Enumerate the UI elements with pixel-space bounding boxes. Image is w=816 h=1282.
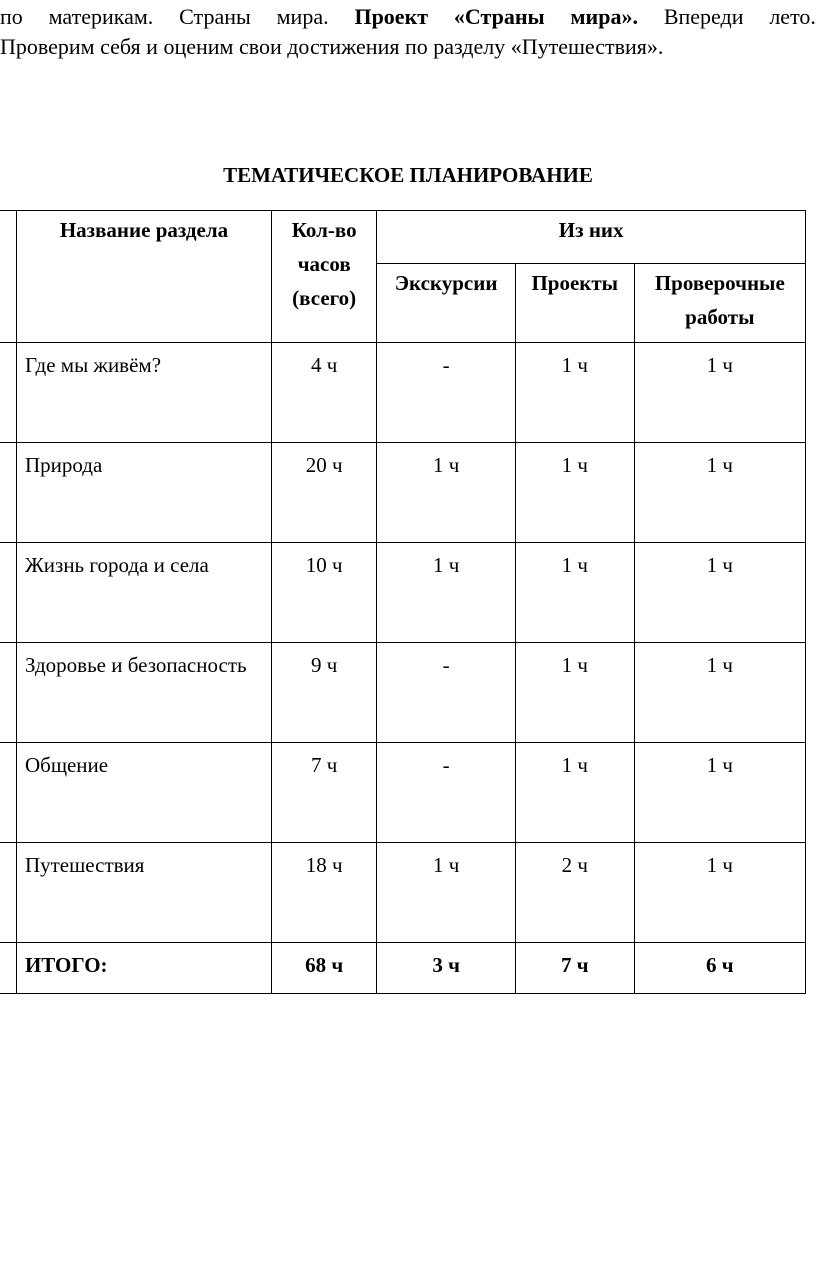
total-tests: 6 ч <box>634 943 805 994</box>
total-label: ИТОГО: <box>16 943 271 994</box>
row-number-cell <box>0 343 16 443</box>
intro-word: Страны <box>179 4 251 29</box>
intro-word: по <box>0 4 23 29</box>
header-excursions: Экскурсии <box>377 264 516 343</box>
row-tests: 1 ч <box>634 643 805 743</box>
header-projects: Проекты <box>515 264 634 343</box>
table-row <box>0 343 806 443</box>
row-hours: 4 ч <box>272 343 377 443</box>
row-excursions: 1 ч <box>377 443 516 543</box>
row-number-cell <box>0 443 16 543</box>
row-tests: 1 ч <box>634 843 805 943</box>
table-row <box>0 643 806 743</box>
row-projects: 1 ч <box>515 343 634 443</box>
row-excursions: - <box>377 643 516 743</box>
row-projects: 1 ч <box>515 643 634 743</box>
table-total-row <box>0 943 806 994</box>
intro-word: Проект <box>354 4 429 29</box>
table-row <box>0 843 806 943</box>
row-section-name: Общение <box>16 743 271 843</box>
table-header-row-1 <box>0 211 806 264</box>
header-number <box>0 211 16 343</box>
page-title: ТЕМАТИЧЕСКОЕ ПЛАНИРОВАНИЕ <box>223 163 593 187</box>
row-hours: 20 ч <box>272 443 377 543</box>
thematic-plan-table <box>0 210 806 994</box>
intro-word: лето. <box>769 4 816 29</box>
table-row <box>0 443 806 543</box>
header-of-them: Из них <box>377 211 806 264</box>
row-projects: 2 ч <box>515 843 634 943</box>
intro-word: Впереди <box>663 4 744 29</box>
intro-word: мира. <box>276 4 329 29</box>
intro-word: мира». <box>570 4 638 29</box>
row-section-name: Жизнь города и села <box>16 543 271 643</box>
header-hours-total: Кол-во часов (всего) <box>272 211 377 343</box>
row-tests: 1 ч <box>634 343 805 443</box>
table-row <box>0 543 806 643</box>
row-number-cell <box>0 643 16 743</box>
row-excursions: - <box>377 343 516 443</box>
row-number-cell <box>0 843 16 943</box>
row-number-cell <box>0 943 16 994</box>
intro-word: «Страны <box>453 4 545 29</box>
row-hours: 7 ч <box>272 743 377 843</box>
row-number-cell <box>0 743 16 843</box>
row-hours: 10 ч <box>272 543 377 643</box>
row-hours: 9 ч <box>272 643 377 743</box>
row-excursions: 1 ч <box>377 843 516 943</box>
total-projects: 7 ч <box>515 943 634 994</box>
intro-line-1 <box>0 0 816 34</box>
row-section-name: Путешествия <box>16 843 271 943</box>
intro-word: материкам. <box>48 4 154 29</box>
header-tests: Проверочные работы <box>634 264 805 343</box>
header-section-name: Название раздела <box>16 211 271 343</box>
row-section-name: Природа <box>16 443 271 543</box>
row-tests: 1 ч <box>634 443 805 543</box>
row-projects: 1 ч <box>515 743 634 843</box>
row-section-name: Где мы живём? <box>16 343 271 443</box>
table-row <box>0 743 806 843</box>
row-projects: 1 ч <box>515 443 634 543</box>
total-excursions: 3 ч <box>377 943 516 994</box>
row-hours: 18 ч <box>272 843 377 943</box>
total-hours: 68 ч <box>272 943 377 994</box>
row-projects: 1 ч <box>515 543 634 643</box>
row-section-name: Здоровье и безопасность <box>16 643 271 743</box>
row-number-cell <box>0 543 16 643</box>
intro-line-2: Проверим себя и оценим свои достижения по разделу «Путешествия». <box>0 34 664 59</box>
row-excursions: 1 ч <box>377 543 516 643</box>
row-tests: 1 ч <box>634 543 805 643</box>
row-tests: 1 ч <box>634 743 805 843</box>
row-excursions: - <box>377 743 516 843</box>
